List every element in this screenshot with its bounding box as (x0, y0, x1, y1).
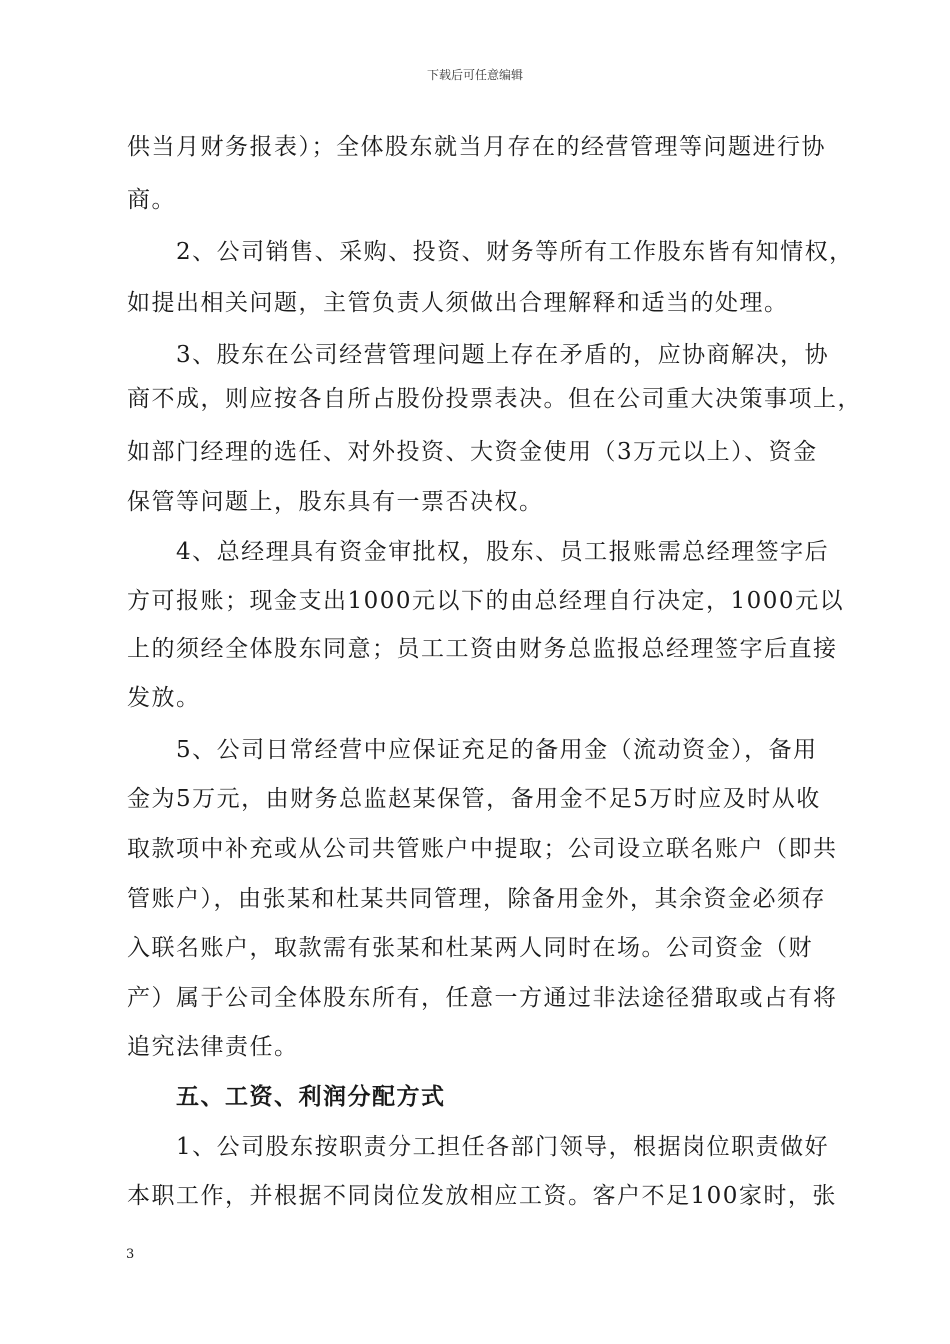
body-line: 供当月财务报表）；全体股东就当月存在的经营管理等问题进行协 (127, 134, 826, 160)
page-number: 3 (126, 1247, 135, 1262)
body-line: 上的须经全体股东同意；员工工资由财务总监报总经理签字后直接 (127, 636, 838, 662)
body-line: 发放。 (127, 685, 201, 711)
body-line: 4、总经理具有资金审批权，股东、员工报账需总经理签字后 (176, 539, 830, 565)
body-line: 方可报账；现金支出1000元以下的由总经理自行决定，1000元以 (127, 588, 845, 614)
body-line: 如提出相关问题，主管负责人须做出合理解释和适当的处理。 (127, 290, 789, 316)
body-line: 保管等问题上，股东具有一票否决权。 (127, 489, 544, 515)
section-heading: 五、工资、利润分配方式 (176, 1083, 446, 1110)
body-line: 本职工作，并根据不同岗位发放相应工资。客户不足100家时，张 (127, 1183, 837, 1209)
body-line: 产）属于公司全体股东所有，任意一方通过非法途径猎取或占有将 (127, 985, 838, 1011)
body-line: 金为5万元，由财务总监赵某保管，备用金不足5万时应及时从收 (127, 786, 821, 812)
body-line: 1、公司股东按职责分工担任各部门领导，根据岗位职责做好 (176, 1134, 830, 1160)
body-line: 如部门经理的选任、对外投资、大资金使用（3万元以上）、资金 (127, 439, 818, 465)
body-line: 入联名账户，取款需有张某和杜某两人同时在场。公司资金（财 (127, 935, 813, 961)
body-line: 商不成，则应按各自所占股份投票表决。但在公司重大决策事项上， (127, 386, 862, 412)
page-header: 下载后可任意编辑 (426, 68, 523, 82)
body-line: 3、股东在公司经营管理问题上存在矛盾的，应协商解决，协 (176, 342, 830, 368)
body-line: 2、公司销售、采购、投资、财务等所有工作股东皆有知情权， (176, 239, 854, 265)
body-line: 商。 (127, 187, 176, 213)
body-line: 追究法律责任。 (127, 1034, 299, 1060)
body-line: 取款项中补充或从公司共管账户中提取；公司设立联名账户（即共 (127, 836, 838, 862)
body-line: 管账户），由张某和杜某共同管理，除备用金外，其余资金必须存 (127, 886, 826, 912)
body-line: 5、公司日常经营中应保证充足的备用金（流动资金），备用 (176, 737, 818, 763)
